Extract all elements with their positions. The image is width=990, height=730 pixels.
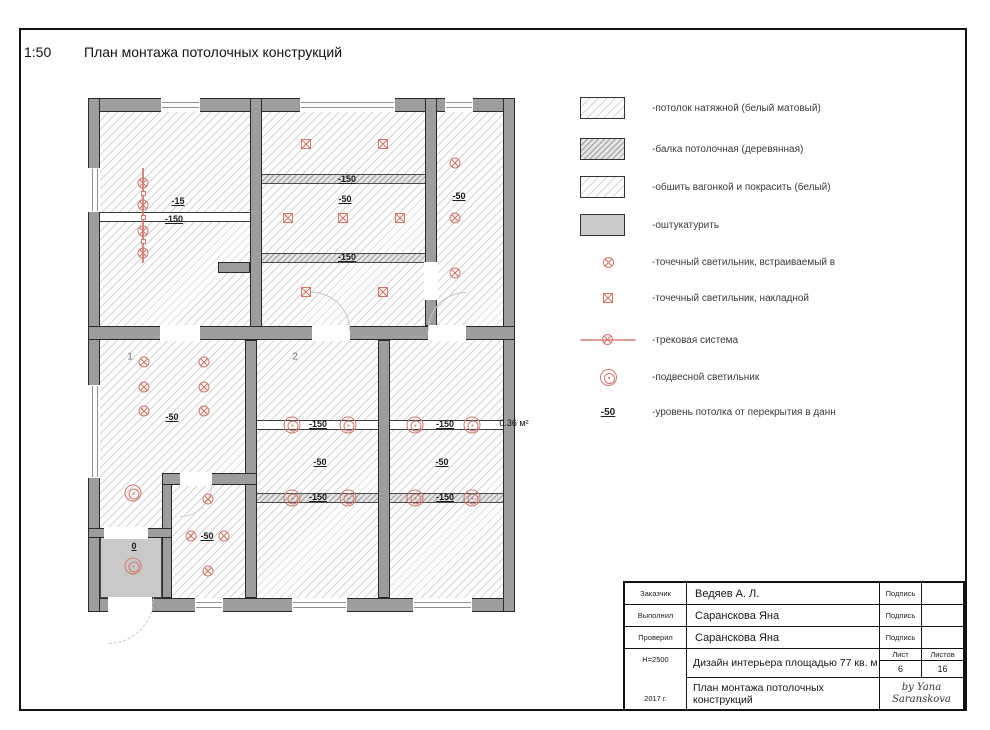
window — [88, 168, 100, 212]
recessed-spotlight-icon — [450, 213, 461, 224]
titleblock-drawing-title: План монтажа потолочных конструкций — [687, 678, 880, 709]
titleblock-label-checker: Проверил — [625, 627, 687, 649]
recessed-spotlight-icon — [199, 406, 210, 417]
track-node — [141, 191, 146, 196]
pendant-light-icon — [340, 417, 357, 434]
hatch-light-swatch — [580, 176, 625, 198]
titleblock-signature-label: Подпись — [880, 627, 922, 649]
recessed-spotlight-icon — [186, 531, 197, 542]
pendant-light-icon — [407, 490, 424, 507]
ceiling-level-label: -150 — [435, 492, 455, 502]
room-top-right — [437, 112, 503, 326]
titleblock-signature-cell — [922, 605, 963, 627]
track-node — [141, 239, 146, 244]
door-opening — [424, 262, 438, 300]
ceiling-level-label: -50 — [165, 412, 179, 422]
legend-item — [580, 176, 831, 198]
legend-item — [580, 214, 719, 236]
legend-item — [580, 329, 738, 351]
ceiling-height-note: Н=2500 — [642, 655, 669, 664]
legend-item — [580, 138, 803, 160]
window — [445, 98, 473, 112]
legend-icon-cell — [580, 138, 636, 160]
signature-line-1: by Yana — [901, 681, 942, 693]
recessed-spotlight-icon — [138, 226, 149, 237]
ceiling-level-label: -50 — [452, 191, 466, 201]
window — [292, 598, 347, 612]
pendant-light-icon — [284, 490, 301, 507]
wall-outer-right — [503, 98, 515, 612]
drawing-title: План монтажа потолочных конструкций — [84, 44, 343, 60]
recessed-spotlight-icon — [203, 494, 214, 505]
recessed-spotlight-icon — [199, 357, 210, 368]
titleblock-checker-name: Саранскова Яна — [687, 627, 880, 649]
legend-item — [580, 251, 835, 273]
signature-line-2: Saranskova — [892, 693, 951, 705]
surface-spotlight-icon — [283, 213, 293, 223]
titleblock-signature-label: Подпись — [880, 605, 922, 627]
legend-item-label: -оштукатурить — [652, 219, 720, 231]
recessed-spotlight-icon — [138, 178, 149, 189]
legend-icon-cell — [580, 97, 636, 119]
legend — [580, 0, 964, 460]
room-number-label: 1 — [127, 351, 133, 363]
legend-icon-cell — [580, 257, 636, 268]
sheets-total: 16 — [922, 661, 963, 678]
wall-topleft-right — [250, 98, 262, 340]
legend-item-label: -уровень потолка от перекрытия в данн — [652, 406, 836, 418]
track-node — [141, 215, 146, 220]
door-opening — [180, 472, 212, 486]
room-bottom-right — [390, 340, 503, 598]
pendant-light-icon — [464, 417, 481, 434]
track-system-icon — [580, 334, 636, 346]
ceiling-level-label: -15 — [171, 196, 185, 206]
recessed-spotlight-icon — [199, 382, 210, 393]
legend-item — [580, 401, 836, 423]
ceiling-level-label: -150 — [308, 419, 328, 429]
titleblock-notes-cell — [625, 649, 687, 709]
legend-item-label: -обшить вагонкой и покрасить (белый) — [652, 181, 831, 193]
surface-spotlight-icon — [603, 293, 613, 303]
titleblock-customer-name: Ведяев А. Л. — [687, 583, 880, 605]
ceiling-level-label: 0 — [131, 541, 137, 551]
wall-room2-right — [378, 340, 390, 598]
project-title: Дизайн интерьера площадью 77 кв. м — [687, 649, 880, 678]
titleblock-author-name: Саранскова Яна — [687, 605, 880, 627]
recessed-spotlight-icon — [450, 158, 461, 169]
pendant-light-icon — [464, 490, 481, 507]
hatch-dense-swatch — [580, 138, 625, 160]
ceiling-level-label: -50 — [338, 194, 352, 204]
window — [413, 598, 472, 612]
recessed-spotlight-icon — [138, 248, 149, 259]
titleblock-signature-cell — [922, 627, 963, 649]
sheet-number: 6 — [880, 661, 922, 678]
legend-icon-cell — [580, 176, 636, 198]
recessed-spotlight-icon — [138, 200, 149, 211]
legend-item — [580, 287, 809, 309]
ceiling-level-label: -50 — [200, 531, 214, 541]
solid-gray-swatch — [580, 214, 625, 236]
year-note: 2017 г. — [644, 694, 667, 703]
legend-item-label: -балка потолочная (деревянная) — [652, 143, 804, 155]
legend-item — [580, 366, 759, 388]
recessed-spotlight-icon — [602, 334, 613, 345]
legend-icon-cell — [580, 407, 636, 418]
drawing-scale: 1:50 — [24, 44, 52, 60]
pendant-light-icon — [125, 558, 142, 575]
legend-icon-cell — [580, 369, 636, 386]
wall-stub-topleft — [218, 262, 250, 273]
area-note-label: 0.36 м² — [499, 418, 529, 428]
room-2 — [257, 340, 378, 598]
surface-spotlight-icon — [301, 287, 311, 297]
legend-item-label: -точечный светильник, встраиваемый в — [652, 256, 836, 268]
legend-item-label: -точечный светильник, накладной — [652, 292, 810, 304]
legend-item — [580, 97, 821, 119]
designer-signature — [880, 678, 963, 709]
door-opening — [104, 527, 148, 539]
recessed-spotlight-icon — [139, 406, 150, 417]
legend-icon-cell — [580, 334, 636, 346]
title-block — [623, 581, 965, 711]
titleblock-label-customer: Заказчик — [625, 583, 687, 605]
pendant-light-icon — [600, 369, 617, 386]
sheet-label: Лист — [880, 649, 922, 661]
hatch-light-swatch — [580, 97, 625, 119]
ceiling-level-label: -150 — [164, 214, 184, 224]
sheets-label: Листов — [922, 649, 963, 661]
titleblock-signature-label: Подпись — [880, 583, 922, 605]
pendant-light-icon — [340, 490, 357, 507]
pendant-light-icon — [407, 417, 424, 434]
window — [88, 385, 100, 478]
room-number-label: 2 — [292, 351, 298, 363]
level-text-icon: -50 — [600, 406, 616, 418]
window — [300, 98, 395, 112]
window — [161, 98, 200, 112]
surface-spotlight-icon — [378, 287, 388, 297]
surface-spotlight-icon — [338, 213, 348, 223]
ceiling-level-label: -50 — [313, 457, 327, 467]
surface-spotlight-icon — [378, 139, 388, 149]
ceiling-level-label: -150 — [337, 174, 357, 184]
ceiling-level-label: -150 — [337, 252, 357, 262]
legend-icon-cell — [580, 214, 636, 236]
pendant-light-icon — [284, 417, 301, 434]
wall-room1-right — [245, 340, 257, 598]
window — [195, 598, 223, 612]
ceiling-level-label: -150 — [435, 419, 455, 429]
legend-item-label: -потолок натяжной (белый матовый) — [652, 102, 821, 114]
recessed-spotlight-icon — [603, 257, 614, 268]
titleblock-label-author: Выполнил — [625, 605, 687, 627]
recessed-spotlight-icon — [450, 268, 461, 279]
ceiling-level-label: -150 — [308, 492, 328, 502]
surface-spotlight-icon — [395, 213, 405, 223]
legend-icon-cell — [580, 293, 636, 303]
recessed-spotlight-icon — [139, 382, 150, 393]
recessed-spotlight-icon — [203, 566, 214, 577]
recessed-spotlight-icon — [219, 531, 230, 542]
legend-item-label: -трековая система — [652, 334, 739, 346]
surface-spotlight-icon — [301, 139, 311, 149]
door-opening — [160, 325, 200, 341]
legend-item-label: -подвесной светильник — [652, 371, 760, 383]
recessed-spotlight-icon — [139, 357, 150, 368]
pendant-light-icon — [125, 485, 142, 502]
titleblock-signature-cell — [922, 583, 963, 605]
ceiling-level-label: -50 — [435, 457, 449, 467]
